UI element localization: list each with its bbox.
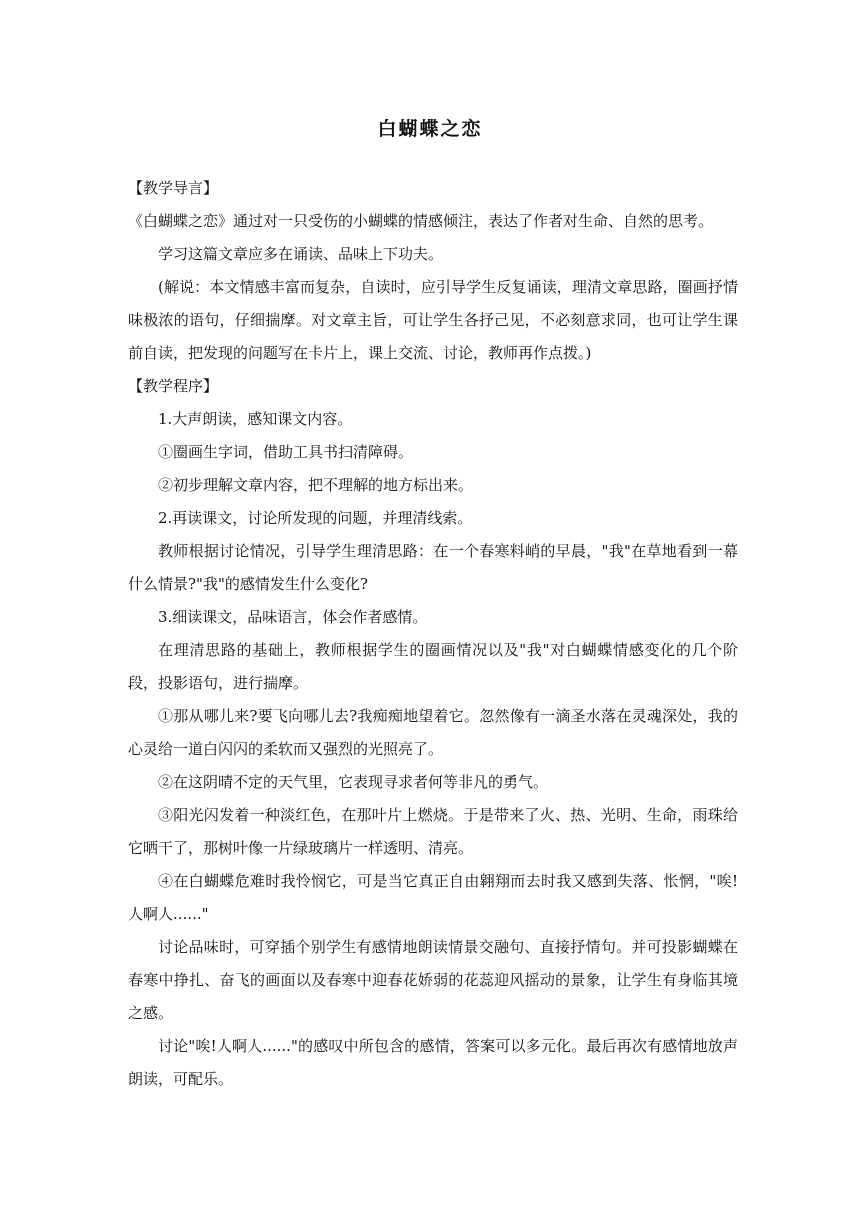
paragraph: 在理清思路的基础上，教师根据学生的圈画情况以及"我"对白蝴蝶情感变化的几个阶段，投影语句，进行揣摩。 [128,641,738,692]
paragraph: ①那从哪儿来?要飞向哪儿去?我痴痴地望着它。忽然像有一滴圣水落在灵魂深处，我的心灵给一道白闪闪的柔软而又强烈的光照亮了。 [128,707,738,758]
paragraph: 讨论品味时，可穿插个别学生有感情地朗读情景交融句、直接抒情句。并可投影蝴蝶在春寒中挣扎、奋飞的画面以及春寒中迎春花娇弱的花蕊迎风摇动的景象，让学生有身临其境之感。 [128,938,738,1022]
paragraph: ②在这阴晴不定的天气里，它表现寻求者何等非凡的勇气。 [158,773,549,791]
document-body [128,172,738,1096]
paragraph: 教师根据讨论情况，引导学生理清思路：在一个春寒料峭的早晨，"我"在草地看到一幕什么情景?"我"的感情发生什么变化? [128,542,738,593]
paragraph: ②初步理解文章内容，把不理解的地方标出来。 [158,476,474,494]
page-title: 白蝴蝶之恋 [377,118,483,140]
paragraph: 【教学程序】 [128,377,219,395]
paragraph: 学习这篇文章应多在诵读、品味上下功夫。 [158,245,444,263]
paragraph: ④在白蝴蝶危难时我怜悯它，可是当它真正自由翱翔而去时我又感到失落、怅惘，"唉!人啊人......" [128,872,738,923]
paragraph: 《白蝴蝶之恋》通过对一只受伤的小蝴蝶的情感倾注，表达了作者对生命、自然的思考。 [128,212,714,230]
paragraph: ①圈画生字词，借助工具书扫清障碍。 [158,443,414,461]
paragraph: 3.细读课文，品味语言，体会作者感情。 [158,608,428,626]
paragraph: 【教学导言】 [128,179,219,197]
paragraph: ③阳光闪发着一种淡红色，在那叶片上燃烧。于是带来了火、热、光明、生命，雨珠给它晒干了，那树叶像一片绿玻璃片一样透明、清亮。 [128,806,738,857]
paragraph: (解说：本文情感丰富而复杂，自读时，应引导学生反复诵读，理清文章思路，圈画抒情味极浓的语句，仔细揣摩。对文章主旨，可让学生各抒己见，不必刻意求同，也可让学生课前自读，把发现的问题写在卡片上，课上交流、讨论，教师再作点拨。) [128,278,738,362]
paragraph: 讨论"唉!人啊人......"的感叹中所包含的感情，答案可以多元化。最后再次有感情地放声朗读，可配乐。 [128,1037,738,1088]
paragraph: 1.大声朗读，感知课文内容。 [158,410,353,428]
paragraph: 2.再读课文，讨论所发现的问题，并理清线索。 [158,509,473,527]
